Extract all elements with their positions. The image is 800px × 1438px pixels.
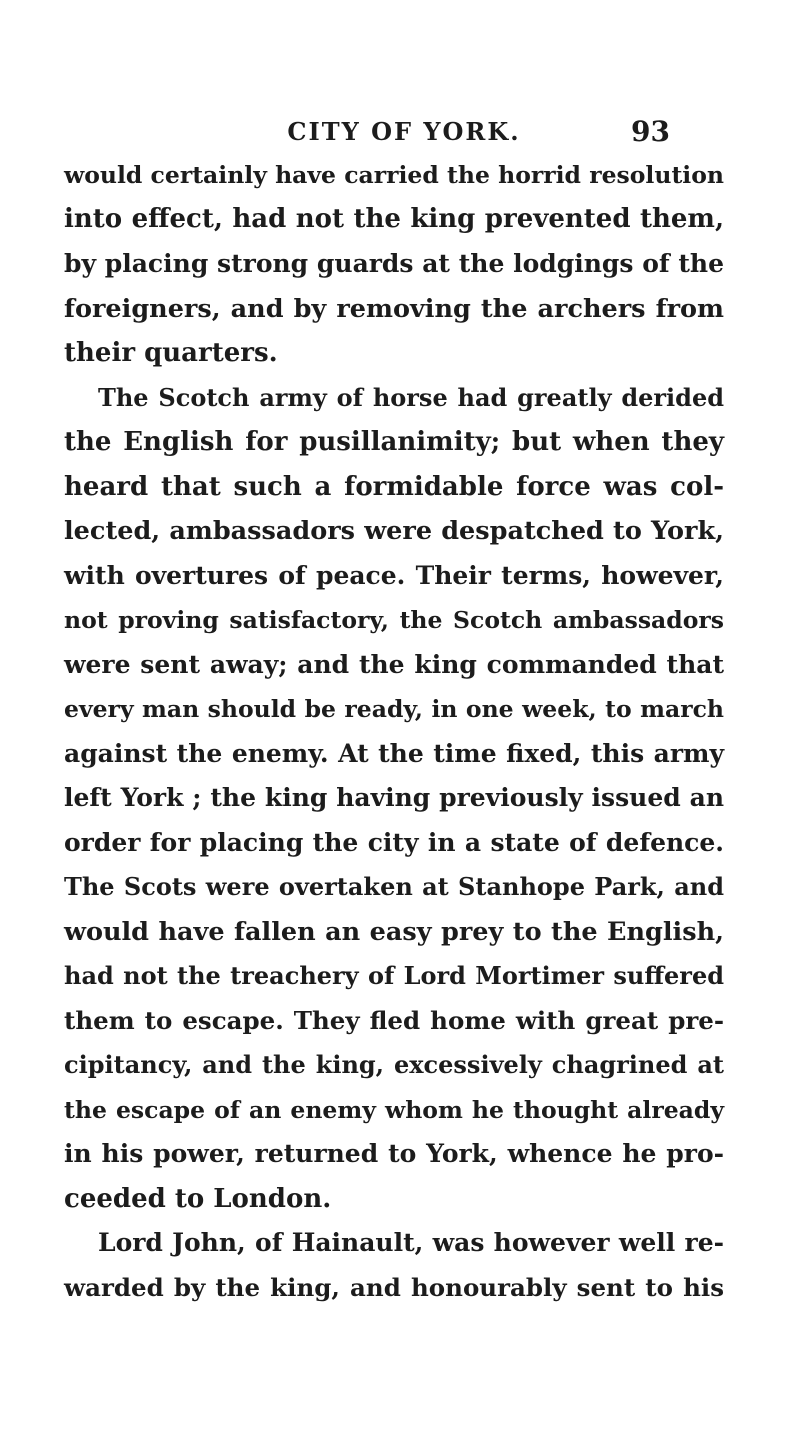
text-line: ceeded to London. <box>64 1184 332 1214</box>
text-line: foreigners, and by removing the archers from <box>64 294 724 324</box>
text-line: cipitancy, and the king, excessively chagrined at <box>64 1050 724 1079</box>
text-line: against the enemy. At the time fixed, this army <box>64 739 724 768</box>
text-line: would certainly have carried the horrid resolution <box>64 161 724 189</box>
text-line: in his power, returned to York, whence he pro- <box>64 1139 724 1168</box>
text-line: lected, ambassadors were despatched to York, <box>64 516 724 546</box>
text-line: into effect, had not the king prevented them, <box>64 204 724 234</box>
text-line: The Scotch army of horse had greatly derided <box>98 383 724 412</box>
text-line: had not the treachery of Lord Mortimer suffered <box>64 961 724 990</box>
text-line: not proving satisfactory, the Scotch ambassadors <box>64 606 724 634</box>
text-line: the escape of an enemy whom he thought already <box>64 1096 724 1124</box>
text-line: order for placing the city in a state of defence. <box>64 828 724 857</box>
text-line: them to escape. They fled home with great pre- <box>64 1006 724 1035</box>
text-line: would have fallen an easy prey to the English, <box>64 917 724 947</box>
page-number: 93 <box>631 115 670 148</box>
running-head: CITY OF YORK. <box>287 117 521 146</box>
text-line: Lord John, of Hainault, was however well re- <box>98 1228 724 1257</box>
text-line: were sent away; and the king commanded that <box>64 650 724 679</box>
text-line: the English for pusillanimity; but when they <box>64 427 724 457</box>
text-line: their quarters. <box>64 338 278 368</box>
text-line: by placing strong guards at the lodgings of the <box>64 249 724 278</box>
text-line: every man should be ready, in one week, to march <box>64 695 724 723</box>
text-line: with overtures of peace. Their terms, however, <box>64 561 724 590</box>
text-line: heard that such a formidable force was col- <box>64 472 724 502</box>
text-line: The Scots were overtaken at Stanhope Park, and <box>64 872 724 901</box>
text-line: left York ; the king having previously issued an <box>64 783 724 812</box>
text-line: warded by the king, and honourably sent to his <box>64 1273 724 1302</box>
